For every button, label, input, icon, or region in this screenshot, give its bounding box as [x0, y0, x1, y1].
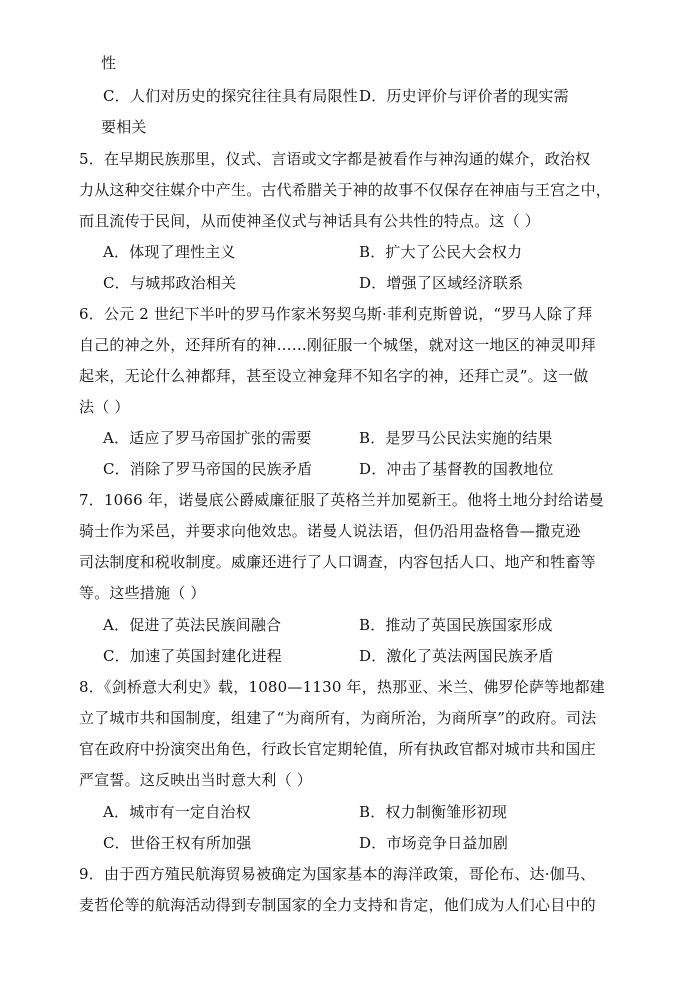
q5-option-b: B．扩大了公民大会权力	[359, 243, 523, 261]
q8-stem-line-1: 8．《剑桥意大利史》载，1080—1130 年，热那亚、米兰、佛罗伦萨等地都建	[79, 678, 605, 696]
q7-option-d: D．激化了英法两国民族矛盾	[359, 647, 554, 665]
q8-stem-line-4: 严宣誓。这反映出当时意大利（ ）	[79, 771, 312, 789]
q5-option-a: A．体现了理性主义	[103, 243, 236, 261]
q4-option-d-continued: 要相关	[101, 118, 147, 136]
q8-option-c: C．世俗王权有所加强	[103, 834, 252, 852]
q7-stem-line-4: 等。这些措施（ ）	[79, 584, 206, 602]
q4-option-d: D．历史评价与评价者的现实需	[359, 87, 569, 105]
q6-stem-line-2: 自己的神之外，还拜所有的神……刚征服一个城堡，就对这一地区的神灵叩拜	[79, 336, 596, 354]
q7-option-b: B．推动了英国民族国家形成	[359, 616, 553, 634]
q7-stem-line-2: 骑士作为采邑，并要求向他效忠。诺曼人说法语，但仍沿用盎格鲁—撒克逊	[79, 522, 581, 540]
q4-option-c: C．人们对历史的探究往往具有局限性	[103, 87, 358, 105]
q8-option-b: B．权力制衡雏形初现	[359, 803, 508, 821]
q8-option-d: D．市场竞争日益加剧	[359, 834, 509, 852]
q7-option-a: A．促进了英法民族间融合	[103, 616, 282, 634]
q8-stem-line-2: 立了城市共和国制度，组建了“为商所有，为商所治，为商所享”的政府。司法	[79, 709, 597, 727]
q5-option-c: C．与城邦政治相关	[103, 274, 237, 292]
q6-option-b: B．是罗马公民法实施的结果	[359, 429, 553, 447]
q5-stem-line-3: 而且流传于民间，从而使神圣仪式与神话具有公共性的特点。这（ ）	[79, 212, 540, 230]
q4-stem-continued: 性	[101, 54, 117, 72]
q5-stem-line-1: 5．在早期民族那里，仪式、言语或文字都是被看作与神沟通的媒介，政治权	[79, 150, 591, 168]
q8-stem-line-3: 官在政府中扮演突出角色，行政长官定期轮值，所有执政官都对城市共和国庄	[79, 740, 596, 758]
q6-option-d: D．冲击了基督教的国教地位	[359, 460, 554, 478]
q6-stem-line-1: 6．公元 2 世纪下半叶的罗马作家米努契乌斯·菲利克斯曾说，“罗马人除了拜	[79, 305, 593, 323]
q6-stem-line-4: 法（ ）	[79, 398, 130, 416]
q7-stem-line-3: 司法制度和税收制度。威廉还进行了人口调查，内容包括人口、地产和牲畜等	[79, 553, 596, 571]
q6-stem-line-3: 起来，无论什么神都拜，甚至设立神龛拜不知名字的神，还拜亡灵”。这一做	[79, 367, 589, 385]
q6-option-a: A．适应了罗马帝国扩张的需要	[103, 429, 312, 447]
q6-option-c: C．消除了罗马帝国的民族矛盾	[103, 460, 313, 478]
q7-option-c: C．加速了英国封建化进程	[103, 647, 282, 665]
q5-stem-line-2: 力从这种交往媒介中产生。古代希腊关于神的故事不仅保存在神庙与王宫之中，	[79, 181, 612, 199]
q7-stem-line-1: 7．1066 年，诺曼底公爵威廉征服了英格兰并加冕新王。他将土地分封给诺曼	[79, 491, 604, 509]
q5-option-d: D．增强了区域经济联系	[359, 274, 524, 292]
q9-stem-line-1: 9．由于西方殖民航海贸易被确定为国家基本的海洋政策，哥伦布、达·伽马、	[79, 865, 596, 883]
q8-option-a: A．城市有一定自治权	[103, 803, 251, 821]
q9-stem-line-2: 麦哲伦等的航海活动得到专制国家的全力支持和肯定，他们成为人们心目中的	[79, 896, 596, 914]
